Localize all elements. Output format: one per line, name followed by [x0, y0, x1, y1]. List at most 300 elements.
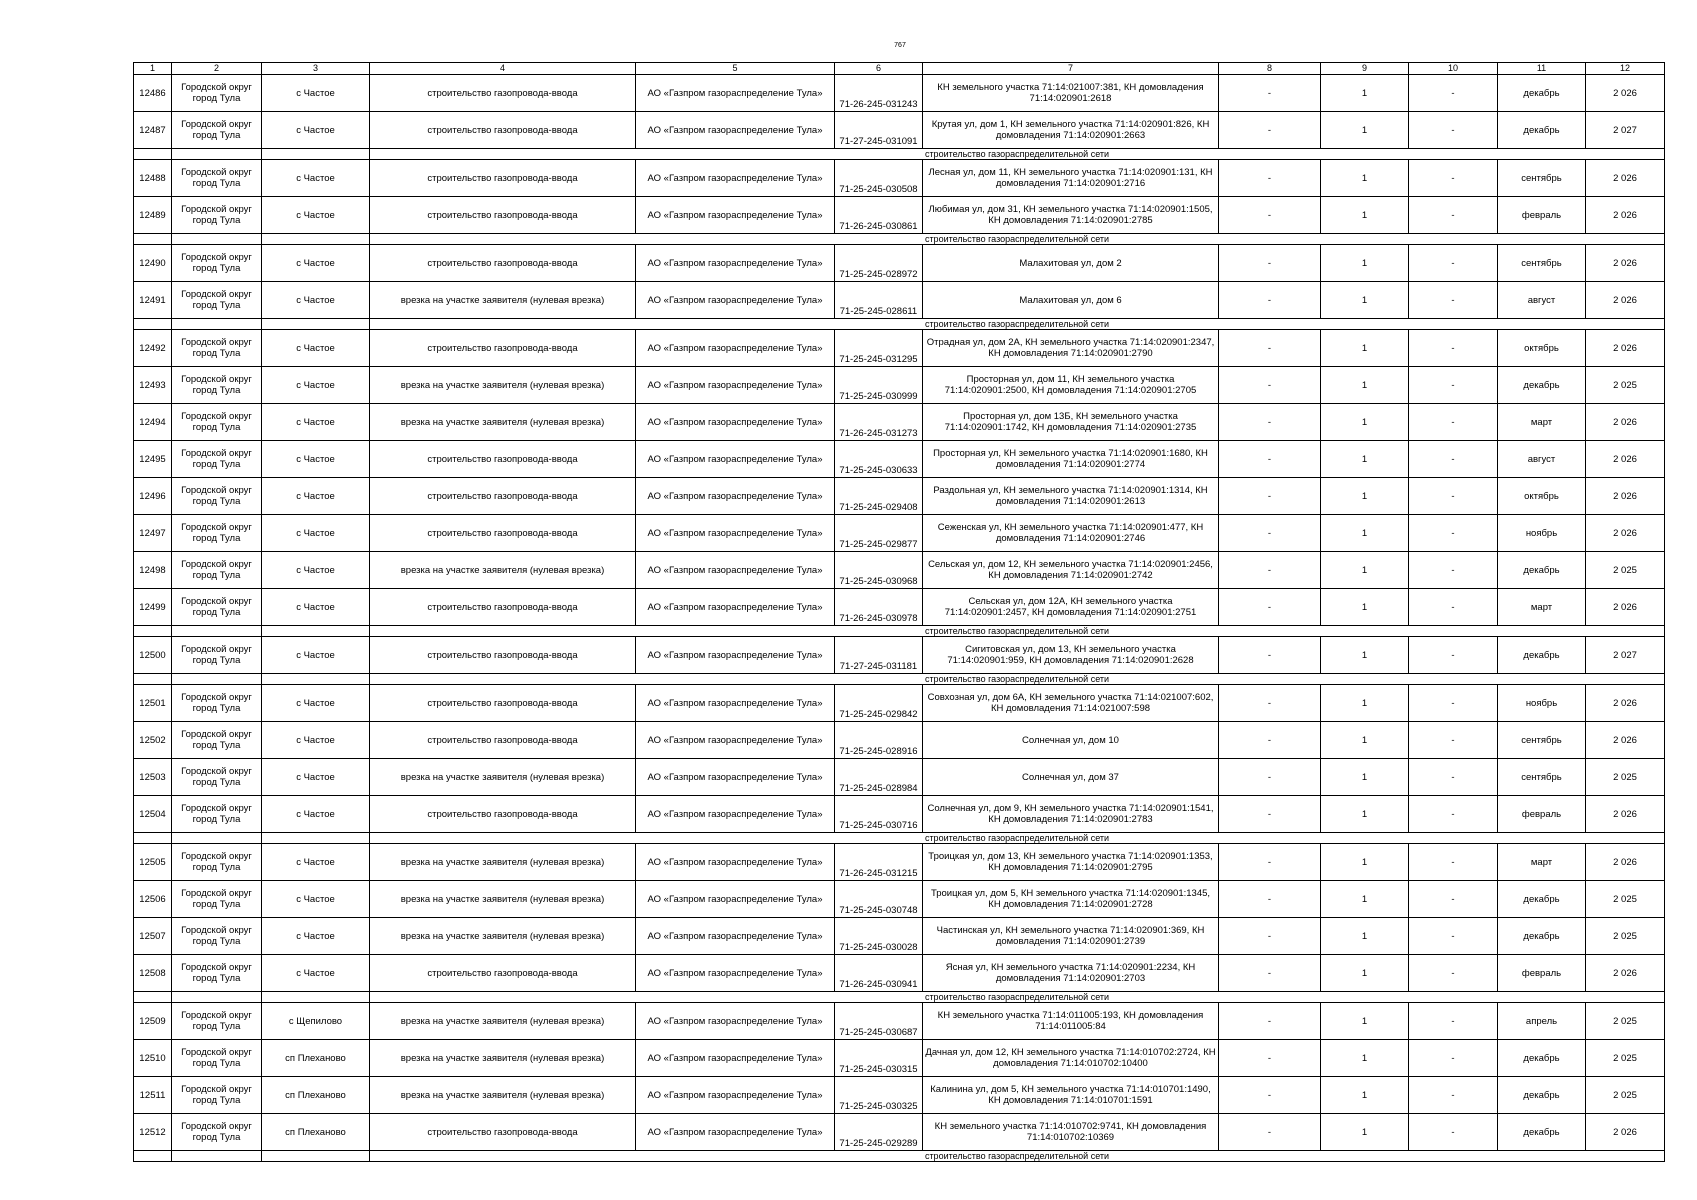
table-row: [134, 160, 1665, 197]
cell-col-10-value: -: [1409, 441, 1498, 478]
cell-organization: АО «Газпром газораспределение Тула»: [636, 552, 835, 589]
page-number: 767: [894, 42, 906, 49]
separator-label: строительство газораспределительной сети: [370, 626, 1665, 637]
cell-settlement: с Частое: [262, 722, 370, 759]
separator-empty-cell: [172, 674, 262, 685]
cell-organization: АО «Газпром газораспределение Тула»: [636, 404, 835, 441]
table-row: [134, 245, 1665, 282]
cell-quantity: 1: [1321, 1077, 1409, 1114]
cell-organization: АО «Газпром газораспределение Тула»: [636, 918, 835, 955]
cell-organization: АО «Газпром газораспределение Тула»: [636, 722, 835, 759]
cell-application-number: 71-25-245-031295: [835, 330, 923, 367]
cell-year: 2 026: [1586, 589, 1665, 626]
cell-organization: АО «Газпром газораспределение Тула»: [636, 1003, 835, 1040]
cell-address-cadastral: Троицкая ул, дом 5, КН земельного участка 71:14:020901:1345, КН домовладения 71:14:020901:2728: [923, 881, 1219, 918]
cell-work-type: строительство газопровода-ввода: [370, 685, 636, 722]
cell-address-cadastral: Дачная ул, дом 12, КН земельного участка 71:14:010702:2724, КН домовладения 71:14:010702:10400: [923, 1040, 1219, 1077]
cell-application-number: 71-26-245-030861: [835, 197, 923, 234]
column-header: 11: [1498, 63, 1586, 75]
cell-settlement: с Частое: [262, 330, 370, 367]
cell-organization: АО «Газпром газораспределение Тула»: [636, 1114, 835, 1151]
table-row: [134, 1077, 1665, 1114]
cell-row-number: 12507: [134, 918, 172, 955]
cell-col-10-value: -: [1409, 722, 1498, 759]
cell-work-type: строительство газопровода-ввода: [370, 112, 636, 149]
cell-work-type: врезка на участке заявителя (нулевая врезка): [370, 881, 636, 918]
cell-application-number: 71-27-245-031091: [835, 112, 923, 149]
separator-empty-cell: [172, 992, 262, 1003]
cell-quantity: 1: [1321, 1114, 1409, 1151]
separator-empty-cell: [134, 1151, 172, 1162]
cell-col-8-value: -: [1219, 112, 1321, 149]
cell-col-8-value: -: [1219, 1114, 1321, 1151]
table-row: [134, 367, 1665, 404]
cell-settlement: с Частое: [262, 955, 370, 992]
cell-settlement: с Частое: [262, 245, 370, 282]
cell-quantity: 1: [1321, 112, 1409, 149]
cell-organization: АО «Газпром газораспределение Тула»: [636, 112, 835, 149]
cell-year: 2 026: [1586, 1114, 1665, 1151]
cell-month: февраль: [1498, 197, 1586, 234]
cell-settlement: с Частое: [262, 796, 370, 833]
cell-quantity: 1: [1321, 844, 1409, 881]
cell-col-8-value: -: [1219, 197, 1321, 234]
cell-col-8-value: -: [1219, 637, 1321, 674]
cell-row-number: 12492: [134, 330, 172, 367]
cell-settlement: с Частое: [262, 112, 370, 149]
table-row: [134, 918, 1665, 955]
cell-settlement: сп Плеханово: [262, 1040, 370, 1077]
separator-empty-cell: [134, 992, 172, 1003]
cell-col-8-value: -: [1219, 881, 1321, 918]
cell-organization: АО «Газпром газораспределение Тула»: [636, 881, 835, 918]
cell-row-number: 12493: [134, 367, 172, 404]
table-row: [134, 112, 1665, 149]
cell-organization: АО «Газпром газораспределение Тула»: [636, 1077, 835, 1114]
cell-municipality: Городской округ город Тула: [172, 1114, 262, 1151]
cell-municipality: Городской округ город Тула: [172, 478, 262, 515]
cell-address-cadastral: Малахитовая ул, дом 2: [923, 245, 1219, 282]
cell-work-type: строительство газопровода-ввода: [370, 796, 636, 833]
cell-work-type: врезка на участке заявителя (нулевая врезка): [370, 552, 636, 589]
cell-application-number: 71-25-245-030999: [835, 367, 923, 404]
cell-month: декабрь: [1498, 918, 1586, 955]
cell-settlement: с Частое: [262, 197, 370, 234]
cell-row-number: 12487: [134, 112, 172, 149]
cell-quantity: 1: [1321, 722, 1409, 759]
table-row: [134, 197, 1665, 234]
cell-application-number: 71-25-245-030716: [835, 796, 923, 833]
cell-municipality: Городской округ город Тула: [172, 330, 262, 367]
cell-municipality: Городской округ город Тула: [172, 881, 262, 918]
cell-organization: АО «Газпром газораспределение Тула»: [636, 245, 835, 282]
cell-row-number: 12494: [134, 404, 172, 441]
separator-empty-cell: [262, 674, 370, 685]
cell-application-number: 71-26-245-031273: [835, 404, 923, 441]
cell-col-10-value: -: [1409, 160, 1498, 197]
cell-address-cadastral: Раздольная ул, КН земельного участка 71:14:020901:1314, КН домовладения 71:14:020901:2613: [923, 478, 1219, 515]
cell-row-number: 12496: [134, 478, 172, 515]
cell-settlement: с Частое: [262, 282, 370, 319]
cell-address-cadastral: Сигитовская ул, дом 13, КН земельного участка 71:14:020901:959, КН домовладения 71:14:020901:2628: [923, 637, 1219, 674]
separator-label: строительство газораспределительной сети: [370, 833, 1665, 844]
cell-col-10-value: -: [1409, 552, 1498, 589]
cell-col-10-value: -: [1409, 1077, 1498, 1114]
cell-month: декабрь: [1498, 637, 1586, 674]
cell-municipality: Городской округ город Тула: [172, 404, 262, 441]
cell-year: 2 025: [1586, 1077, 1665, 1114]
cell-organization: АО «Газпром газораспределение Тула»: [636, 367, 835, 404]
cell-municipality: Городской округ город Тула: [172, 1003, 262, 1040]
cell-col-8-value: -: [1219, 367, 1321, 404]
cell-month: сентябрь: [1498, 245, 1586, 282]
cell-quantity: 1: [1321, 441, 1409, 478]
cell-col-8-value: -: [1219, 796, 1321, 833]
cell-quantity: 1: [1321, 1003, 1409, 1040]
separator-empty-cell: [172, 149, 262, 160]
table-row: [134, 759, 1665, 796]
cell-year: 2 026: [1586, 478, 1665, 515]
cell-settlement: с Частое: [262, 552, 370, 589]
cell-application-number: 71-27-245-031181: [835, 637, 923, 674]
cell-organization: АО «Газпром газораспределение Тула»: [636, 197, 835, 234]
cell-col-8-value: -: [1219, 1003, 1321, 1040]
separator-empty-cell: [172, 1151, 262, 1162]
cell-municipality: Городской округ город Тула: [172, 552, 262, 589]
cell-organization: АО «Газпром газораспределение Тула»: [636, 589, 835, 626]
separator-row: [134, 833, 1665, 844]
separator-label: строительство газораспределительной сети: [370, 674, 1665, 685]
separator-row: [134, 626, 1665, 637]
cell-year: 2 027: [1586, 637, 1665, 674]
cell-col-8-value: -: [1219, 685, 1321, 722]
separator-row: [134, 149, 1665, 160]
table-row: [134, 685, 1665, 722]
cell-settlement: с Частое: [262, 441, 370, 478]
cell-col-10-value: -: [1409, 881, 1498, 918]
separator-empty-cell: [262, 149, 370, 160]
cell-year: 2 026: [1586, 722, 1665, 759]
cell-settlement: сп Плеханово: [262, 1077, 370, 1114]
separator-empty-cell: [262, 319, 370, 330]
separator-label: строительство газораспределительной сети: [370, 319, 1665, 330]
cell-municipality: Городской округ город Тула: [172, 955, 262, 992]
cell-year: 2 025: [1586, 552, 1665, 589]
cell-work-type: строительство газопровода-ввода: [370, 245, 636, 282]
cell-year: 2 026: [1586, 844, 1665, 881]
separator-row: [134, 1151, 1665, 1162]
cell-settlement: с Частое: [262, 404, 370, 441]
cell-col-10-value: -: [1409, 330, 1498, 367]
cell-settlement: с Частое: [262, 637, 370, 674]
column-header: 7: [923, 63, 1219, 75]
table-row: [134, 330, 1665, 367]
cell-address-cadastral: КН земельного участка 71:14:010702:9741, КН домовладения 71:14:010702:10369: [923, 1114, 1219, 1151]
cell-col-8-value: -: [1219, 404, 1321, 441]
cell-year: 2 026: [1586, 685, 1665, 722]
cell-year: 2 025: [1586, 1040, 1665, 1077]
cell-row-number: 12502: [134, 722, 172, 759]
table-row: [134, 552, 1665, 589]
cell-address-cadastral: Солнечная ул, дом 9, КН земельного участка 71:14:020901:1541, КН домовладения 71:14:020901:2783: [923, 796, 1219, 833]
cell-settlement: с Частое: [262, 589, 370, 626]
cell-year: 2 026: [1586, 796, 1665, 833]
cell-month: февраль: [1498, 796, 1586, 833]
cell-month: декабрь: [1498, 1077, 1586, 1114]
table-row: [134, 75, 1665, 112]
cell-month: март: [1498, 404, 1586, 441]
cell-organization: АО «Газпром газораспределение Тула»: [636, 955, 835, 992]
cell-year: 2 026: [1586, 515, 1665, 552]
cell-col-10-value: -: [1409, 197, 1498, 234]
cell-work-type: врезка на участке заявителя (нулевая врезка): [370, 1003, 636, 1040]
separator-empty-cell: [134, 674, 172, 685]
cell-settlement: с Частое: [262, 75, 370, 112]
table-row: [134, 1003, 1665, 1040]
cell-row-number: 12488: [134, 160, 172, 197]
cell-organization: АО «Газпром газораспределение Тула»: [636, 759, 835, 796]
cell-work-type: строительство газопровода-ввода: [370, 75, 636, 112]
cell-settlement: с Частое: [262, 918, 370, 955]
cell-municipality: Городской округ город Тула: [172, 441, 262, 478]
cell-col-10-value: -: [1409, 245, 1498, 282]
table-row: [134, 955, 1665, 992]
cell-month: октябрь: [1498, 330, 1586, 367]
cell-year: 2 026: [1586, 330, 1665, 367]
cell-quantity: 1: [1321, 637, 1409, 674]
cell-quantity: 1: [1321, 197, 1409, 234]
cell-year: 2 025: [1586, 367, 1665, 404]
cell-application-number: 71-25-245-030633: [835, 441, 923, 478]
separator-empty-cell: [262, 1151, 370, 1162]
cell-application-number: 71-25-245-029289: [835, 1114, 923, 1151]
cell-municipality: Городской округ город Тула: [172, 918, 262, 955]
column-number-header-row: [134, 63, 1665, 75]
cell-quantity: 1: [1321, 589, 1409, 626]
cell-address-cadastral: Просторная ул, дом 11, КН земельного участка 71:14:020901:2500, КН домовладения 71:14:020901:2705: [923, 367, 1219, 404]
cell-row-number: 12490: [134, 245, 172, 282]
cell-municipality: Городской округ город Тула: [172, 844, 262, 881]
cell-col-10-value: -: [1409, 918, 1498, 955]
cell-month: август: [1498, 441, 1586, 478]
cell-address-cadastral: КН земельного участка 71:14:011005:193, КН домовладения 71:14:011005:84: [923, 1003, 1219, 1040]
separator-row: [134, 319, 1665, 330]
cell-municipality: Городской округ город Тула: [172, 1077, 262, 1114]
cell-organization: АО «Газпром газораспределение Тула»: [636, 844, 835, 881]
cell-settlement: с Частое: [262, 478, 370, 515]
cell-address-cadastral: Просторная ул, КН земельного участка 71:14:020901:1680, КН домовладения 71:14:020901:2774: [923, 441, 1219, 478]
cell-quantity: 1: [1321, 330, 1409, 367]
cell-address-cadastral: Калинина ул, дом 5, КН земельного участка 71:14:010701:1490, КН домовладения 71:14:010701:1591: [923, 1077, 1219, 1114]
cell-address-cadastral: Лесная ул, дом 11, КН земельного участка 71:14:020901:131, КН домовладения 71:14:020901:2716: [923, 160, 1219, 197]
cell-municipality: Городской округ город Тула: [172, 1040, 262, 1077]
cell-quantity: 1: [1321, 515, 1409, 552]
cell-application-number: 71-26-245-031243: [835, 75, 923, 112]
cell-quantity: 1: [1321, 1040, 1409, 1077]
cell-work-type: строительство газопровода-ввода: [370, 441, 636, 478]
separator-empty-cell: [172, 833, 262, 844]
table-row: [134, 796, 1665, 833]
cell-col-8-value: -: [1219, 1077, 1321, 1114]
cell-settlement: с Частое: [262, 844, 370, 881]
cell-col-10-value: -: [1409, 1040, 1498, 1077]
column-header: 12: [1586, 63, 1665, 75]
cell-settlement: сп Плеханово: [262, 1114, 370, 1151]
cell-col-8-value: -: [1219, 282, 1321, 319]
cell-quantity: 1: [1321, 478, 1409, 515]
cell-settlement: с Частое: [262, 515, 370, 552]
table-row: [134, 844, 1665, 881]
cell-quantity: 1: [1321, 685, 1409, 722]
cell-month: март: [1498, 844, 1586, 881]
cell-year: 2 027: [1586, 112, 1665, 149]
cell-col-8-value: -: [1219, 515, 1321, 552]
cell-col-10-value: -: [1409, 404, 1498, 441]
cell-month: ноябрь: [1498, 685, 1586, 722]
cell-col-10-value: -: [1409, 367, 1498, 404]
cell-month: декабрь: [1498, 1040, 1586, 1077]
cell-quantity: 1: [1321, 918, 1409, 955]
cell-row-number: 12508: [134, 955, 172, 992]
separator-row: [134, 234, 1665, 245]
cell-col-10-value: -: [1409, 796, 1498, 833]
cell-col-8-value: -: [1219, 955, 1321, 992]
table-row: [134, 1114, 1665, 1151]
cell-municipality: Городской округ город Тула: [172, 245, 262, 282]
cell-month: декабрь: [1498, 881, 1586, 918]
cell-quantity: 1: [1321, 282, 1409, 319]
cell-row-number: 12498: [134, 552, 172, 589]
cell-address-cadastral: Солнечная ул, дом 37: [923, 759, 1219, 796]
separator-empty-cell: [262, 992, 370, 1003]
cell-col-10-value: -: [1409, 955, 1498, 992]
cell-application-number: 71-25-245-029408: [835, 478, 923, 515]
cell-col-8-value: -: [1219, 1040, 1321, 1077]
cell-col-8-value: -: [1219, 918, 1321, 955]
cell-application-number: 71-25-245-030508: [835, 160, 923, 197]
table-row: [134, 1040, 1665, 1077]
cell-work-type: врезка на участке заявителя (нулевая врезка): [370, 282, 636, 319]
cell-organization: АО «Газпром газораспределение Тула»: [636, 441, 835, 478]
cell-work-type: строительство газопровода-ввода: [370, 722, 636, 759]
cell-settlement: с Щепилово: [262, 1003, 370, 1040]
cell-col-10-value: -: [1409, 637, 1498, 674]
cell-municipality: Городской округ город Тула: [172, 515, 262, 552]
cell-address-cadastral: Ясная ул, КН земельного участка 71:14:020901:2234, КН домовладения 71:14:020901:2703: [923, 955, 1219, 992]
cell-municipality: Городской округ город Тула: [172, 112, 262, 149]
cell-work-type: строительство газопровода-ввода: [370, 330, 636, 367]
cell-col-10-value: -: [1409, 1003, 1498, 1040]
separator-empty-cell: [134, 833, 172, 844]
cell-row-number: 12486: [134, 75, 172, 112]
cell-address-cadastral: КН земельного участка 71:14:021007:381, КН домовладения 71:14:020901:2618: [923, 75, 1219, 112]
cell-municipality: Городской округ город Тула: [172, 722, 262, 759]
cell-application-number: 71-26-245-031215: [835, 844, 923, 881]
cell-quantity: 1: [1321, 160, 1409, 197]
cell-work-type: врезка на участке заявителя (нулевая врезка): [370, 404, 636, 441]
cell-address-cadastral: Совхозная ул, дом 6А, КН земельного участка 71:14:021007:602, КН домовладения 71:14:021007:598: [923, 685, 1219, 722]
cell-month: декабрь: [1498, 552, 1586, 589]
cell-month: декабрь: [1498, 75, 1586, 112]
cell-address-cadastral: Просторная ул, дом 13Б, КН земельного участка 71:14:020901:1742, КН домовладения 71:14:020901:2735: [923, 404, 1219, 441]
cell-organization: АО «Газпром газораспределение Тула»: [636, 637, 835, 674]
separator-label: строительство газораспределительной сети: [370, 234, 1665, 245]
cell-month: апрель: [1498, 1003, 1586, 1040]
cell-quantity: 1: [1321, 955, 1409, 992]
cell-month: сентябрь: [1498, 160, 1586, 197]
table-row: [134, 282, 1665, 319]
cell-row-number: 12489: [134, 197, 172, 234]
separator-empty-cell: [134, 319, 172, 330]
cell-year: 2 026: [1586, 282, 1665, 319]
separator-empty-cell: [172, 626, 262, 637]
cell-month: декабрь: [1498, 112, 1586, 149]
cell-settlement: с Частое: [262, 367, 370, 404]
table-row: [134, 478, 1665, 515]
cell-col-10-value: -: [1409, 1114, 1498, 1151]
cell-col-8-value: -: [1219, 844, 1321, 881]
cell-application-number: 71-25-245-028972: [835, 245, 923, 282]
cell-application-number: 71-26-245-030941: [835, 955, 923, 992]
cell-organization: АО «Газпром газораспределение Тула»: [636, 478, 835, 515]
cell-row-number: 12495: [134, 441, 172, 478]
cell-application-number: 71-25-245-028611: [835, 282, 923, 319]
cell-municipality: Городской округ город Тула: [172, 637, 262, 674]
cell-work-type: врезка на участке заявителя (нулевая врезка): [370, 1040, 636, 1077]
cell-settlement: с Частое: [262, 881, 370, 918]
cell-year: 2 025: [1586, 881, 1665, 918]
cell-address-cadastral: Крутая ул, дом 1, КН земельного участка 71:14:020901:826, КН домовладения 71:14:020901:2663: [923, 112, 1219, 149]
cell-row-number: 12504: [134, 796, 172, 833]
cell-col-8-value: -: [1219, 759, 1321, 796]
separator-empty-cell: [134, 626, 172, 637]
cell-organization: АО «Газпром газораспределение Тула»: [636, 282, 835, 319]
cell-year: 2 025: [1586, 759, 1665, 796]
cell-row-number: 12500: [134, 637, 172, 674]
cell-organization: АО «Газпром газораспределение Тула»: [636, 796, 835, 833]
cell-year: 2 026: [1586, 160, 1665, 197]
cell-year: 2 025: [1586, 1003, 1665, 1040]
cell-work-type: врезка на участке заявителя (нулевая врезка): [370, 367, 636, 404]
cell-municipality: Городской округ город Тула: [172, 75, 262, 112]
column-header: 6: [835, 63, 923, 75]
cell-work-type: строительство газопровода-ввода: [370, 955, 636, 992]
cell-year: 2 026: [1586, 441, 1665, 478]
cell-row-number: 12506: [134, 881, 172, 918]
cell-work-type: строительство газопровода-ввода: [370, 1114, 636, 1151]
cell-application-number: 71-25-245-030315: [835, 1040, 923, 1077]
cell-organization: АО «Газпром газораспределение Тула»: [636, 75, 835, 112]
cell-month: февраль: [1498, 955, 1586, 992]
cell-municipality: Городской округ город Тула: [172, 796, 262, 833]
cell-year: 2 026: [1586, 197, 1665, 234]
column-header: 8: [1219, 63, 1321, 75]
cell-application-number: 71-25-245-030968: [835, 552, 923, 589]
column-header: 3: [262, 63, 370, 75]
cell-municipality: Городской округ город Тула: [172, 160, 262, 197]
cell-col-8-value: -: [1219, 75, 1321, 112]
cell-col-10-value: -: [1409, 478, 1498, 515]
cell-col-8-value: -: [1219, 552, 1321, 589]
cell-month: декабрь: [1498, 367, 1586, 404]
column-header: 9: [1321, 63, 1409, 75]
cell-municipality: Городской округ город Тула: [172, 589, 262, 626]
cell-row-number: 12511: [134, 1077, 172, 1114]
cell-application-number: 71-25-245-030325: [835, 1077, 923, 1114]
cell-application-number: 71-25-245-030748: [835, 881, 923, 918]
cell-col-10-value: -: [1409, 515, 1498, 552]
cell-year: 2 026: [1586, 404, 1665, 441]
